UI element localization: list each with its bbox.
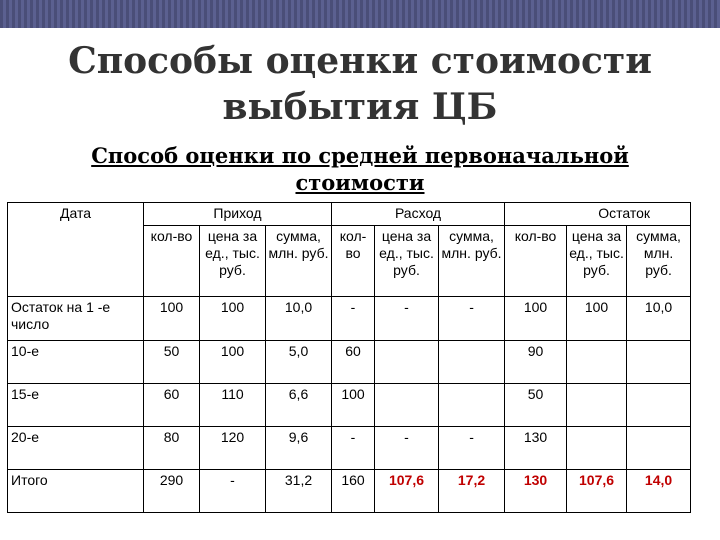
header-date: Дата <box>8 203 144 297</box>
cell-date: Итого <box>8 470 144 513</box>
header-income-price: цена за ед., тыс. руб. <box>200 226 266 297</box>
cell-in-qty: 80 <box>144 427 200 470</box>
title-line-2: выбытия ЦБ <box>222 86 498 128</box>
cell-date: Остаток на 1 -е число <box>8 297 144 341</box>
table-row <box>8 384 691 427</box>
subtitle-line-2: стоимости <box>295 170 425 195</box>
cell-out-price: - <box>375 297 439 341</box>
cell-bal-qty-highlight: 130 <box>505 470 567 513</box>
header-income-sum: сумма, млн. руб. <box>266 226 332 297</box>
header-expense-qty: кол-во <box>332 226 375 297</box>
cell-bal-sum <box>627 384 691 427</box>
cell-out-price <box>375 384 439 427</box>
table-row <box>8 341 691 384</box>
cell-in-sum: 9,6 <box>266 427 332 470</box>
cell-out-price-highlight: 107,6 <box>375 470 439 513</box>
cell-out-qty: - <box>332 427 375 470</box>
cell-out-price: - <box>375 427 439 470</box>
top-decorative-bar <box>0 0 720 28</box>
header-balance: Остаток <box>505 203 691 226</box>
header-balance-sum: сумма, млн. руб. <box>627 226 691 297</box>
cell-in-qty: 290 <box>144 470 200 513</box>
cell-in-price: 100 <box>200 297 266 341</box>
table-row <box>8 427 691 470</box>
cell-out-sum <box>439 341 505 384</box>
table-row <box>8 297 691 341</box>
cell-in-price: 110 <box>200 384 266 427</box>
cell-bal-price-highlight: 107,6 <box>567 470 627 513</box>
slide-title <box>0 38 720 130</box>
cell-in-sum: 6,6 <box>266 384 332 427</box>
table-row-total <box>8 470 691 513</box>
cell-out-qty: 160 <box>332 470 375 513</box>
header-expense-sum: сумма, млн. руб. <box>439 226 505 297</box>
cell-date: 10-е <box>8 341 144 384</box>
cell-in-qty: 50 <box>144 341 200 384</box>
cell-out-qty: 60 <box>332 341 375 384</box>
title-line-1: Способы оценки стоимости <box>68 40 652 82</box>
header-balance-price: цена за ед., тыс. руб. <box>567 226 627 297</box>
header-expense: Расход <box>332 203 505 226</box>
header-balance-qty: кол-во <box>505 226 567 297</box>
cell-in-sum: 5,0 <box>266 341 332 384</box>
slide-subtitle <box>60 142 660 196</box>
header-income-qty: кол-во <box>144 226 200 297</box>
cell-out-qty: - <box>332 297 375 341</box>
cell-in-price: 120 <box>200 427 266 470</box>
cell-in-sum: 10,0 <box>266 297 332 341</box>
cell-in-qty: 100 <box>144 297 200 341</box>
cell-out-sum: - <box>439 297 505 341</box>
cell-out-qty: 100 <box>332 384 375 427</box>
header-income: Приход <box>144 203 332 226</box>
cell-in-qty: 60 <box>144 384 200 427</box>
cell-bal-price <box>567 341 627 384</box>
cell-bal-sum-highlight: 14,0 <box>627 470 691 513</box>
cell-bal-price <box>567 427 627 470</box>
valuation-table <box>7 202 691 513</box>
header-expense-price: цена за ед., тыс. руб. <box>375 226 439 297</box>
cell-bal-sum <box>627 427 691 470</box>
cell-bal-sum <box>627 341 691 384</box>
cell-bal-price: 100 <box>567 297 627 341</box>
cell-out-sum-highlight: 17,2 <box>439 470 505 513</box>
cell-bal-qty: 90 <box>505 341 567 384</box>
cell-out-price <box>375 341 439 384</box>
cell-bal-sum: 10,0 <box>627 297 691 341</box>
cell-date: 15-е <box>8 384 144 427</box>
cell-bal-qty: 100 <box>505 297 567 341</box>
cell-in-sum: 31,2 <box>266 470 332 513</box>
cell-in-price: - <box>200 470 266 513</box>
cell-bal-price <box>567 384 627 427</box>
header-row-1 <box>8 203 691 226</box>
cell-date: 20-е <box>8 427 144 470</box>
cell-bal-qty: 50 <box>505 384 567 427</box>
cell-in-price: 100 <box>200 341 266 384</box>
cell-bal-qty: 130 <box>505 427 567 470</box>
subtitle-line-1: Способ оценки по средней первоначальной <box>91 143 629 168</box>
cell-out-sum <box>439 384 505 427</box>
cell-out-sum: - <box>439 427 505 470</box>
